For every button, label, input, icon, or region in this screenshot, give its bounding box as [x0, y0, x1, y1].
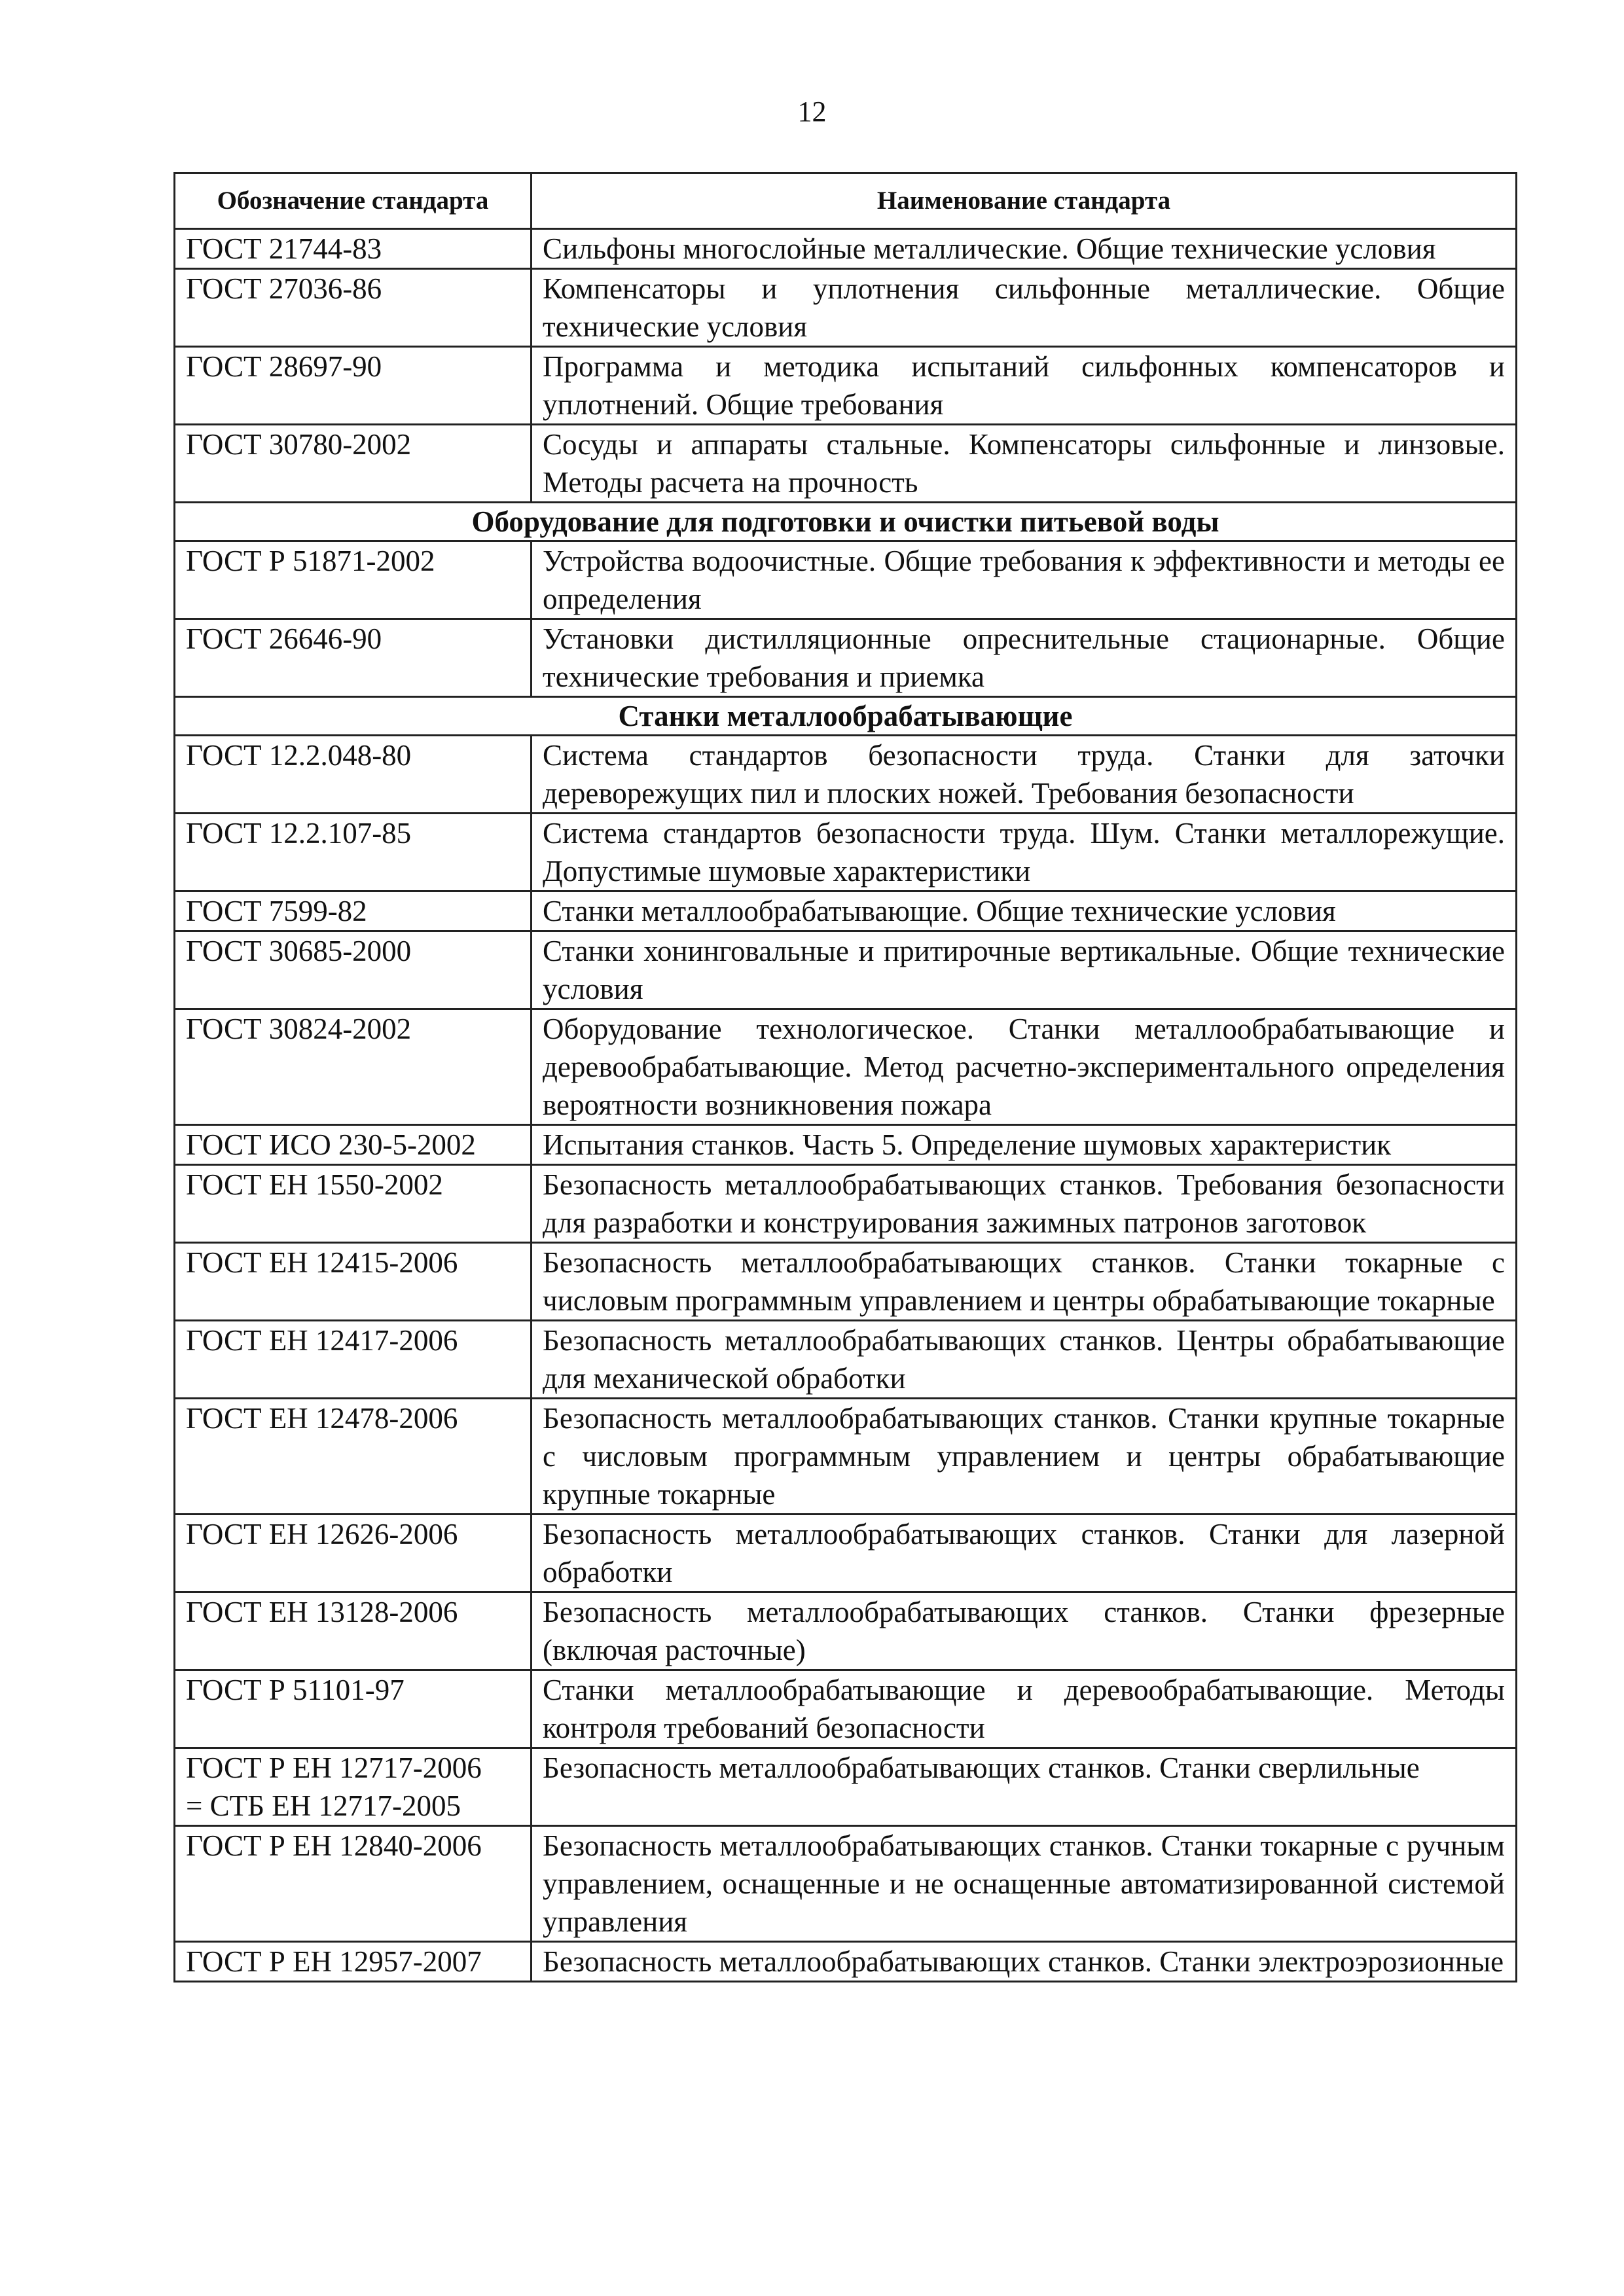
standard-code: ГОСТ ЕН 12415-2006: [186, 1246, 458, 1279]
standard-code: ГОСТ Р ЕН 12957-2007: [186, 1945, 482, 1978]
table-row: [175, 1321, 1517, 1399]
standard-name: Станки хонинговальные и притирочные вертикальные. Общие технические условия: [532, 931, 1517, 1009]
standard-code-cell: [175, 1942, 532, 1982]
standard-code-cell: [175, 814, 532, 891]
standard-code: ГОСТ ЕН 1550-2002: [186, 1168, 443, 1201]
standard-code-cell: [175, 619, 532, 697]
table-row: [175, 736, 1517, 814]
table-row: [175, 425, 1517, 503]
standard-code-cell: [175, 1592, 532, 1670]
standard-name: Безопасность металлообрабатывающих станков. Станки токарные с числовым программным управлением и центры обрабатывающие токарные: [532, 1243, 1517, 1321]
standard-name: Безопасность металлообрабатывающих станков. Центры обрабатывающие для механической обработки: [532, 1321, 1517, 1399]
standard-name: Станки металлообрабатывающие и деревообрабатывающие. Методы контроля требований безопасности: [532, 1670, 1517, 1748]
table-row: [175, 1670, 1517, 1748]
standard-code-cell: [175, 736, 532, 814]
standard-code-cell: [175, 229, 532, 269]
standard-name: Оборудование технологическое. Станки металлообрабатывающие и деревообрабатывающие. Метод расчетно-экспериментального определения вероятности возникновения пожара: [532, 1009, 1517, 1125]
table-row: [175, 347, 1517, 425]
standard-code: ГОСТ Р 51871-2002: [186, 545, 435, 577]
standard-code: ГОСТ ЕН 12478-2006: [186, 1402, 458, 1435]
standard-code-cell: [175, 931, 532, 1009]
standard-name: Безопасность металлообрабатывающих станков. Станки сверлильные: [532, 1748, 1517, 1826]
standard-code-cell: [175, 891, 532, 931]
table-row: [175, 1125, 1517, 1165]
standard-code: ГОСТ 30824-2002: [186, 1013, 412, 1045]
standard-code: ГОСТ 27036-86: [186, 272, 382, 305]
standard-name: Система стандартов безопасности труда. Шум. Станки металлорежущие. Допустимые шумовые характеристики: [532, 814, 1517, 891]
standard-code-cell: [175, 1826, 532, 1942]
standard-name: Установки дистилляционные опреснительные стационарные. Общие технические требования и приемка: [532, 619, 1517, 697]
table-row: [175, 814, 1517, 891]
standard-code: ГОСТ Р ЕН 12717-2006: [186, 1751, 482, 1784]
page-number: 12: [797, 96, 827, 128]
table-body: [175, 229, 1517, 1982]
section-heading: Станки металлообрабатывающие: [175, 697, 1517, 736]
table-row: [175, 891, 1517, 931]
table-row: [175, 1748, 1517, 1826]
standard-code-cell: [175, 1165, 532, 1243]
standard-name: Компенсаторы и уплотнения сильфонные металлические. Общие технические условия: [532, 269, 1517, 347]
standard-code: ГОСТ 30780-2002: [186, 428, 412, 461]
standard-code: ГОСТ ЕН 13128-2006: [186, 1596, 458, 1628]
section-heading: Оборудование для подготовки и очистки питьевой воды: [175, 503, 1517, 541]
standard-name: Система стандартов безопасности труда. Станки для заточки дереворежущих пил и плоских ножей. Требования безопасности: [532, 736, 1517, 814]
standard-code: = СТБ ЕН 12717-2005: [186, 1789, 461, 1822]
table-row: [175, 1165, 1517, 1243]
standard-code-cell: [175, 1125, 532, 1165]
table-row: [175, 541, 1517, 619]
table-row: [175, 1592, 1517, 1670]
standard-code-cell: [175, 1399, 532, 1515]
standard-code: ГОСТ 21744-83: [186, 232, 382, 265]
standard-code: ГОСТ Р 51101-97: [186, 1674, 405, 1706]
table-row: [175, 931, 1517, 1009]
table-row: [175, 1399, 1517, 1515]
table-row: [175, 1243, 1517, 1321]
standards-table: [173, 172, 1517, 1982]
table-row: [175, 1942, 1517, 1982]
standard-code-cell: [175, 425, 532, 503]
header-standard-code: Обозначение стандарта: [175, 173, 532, 229]
standard-code: ГОСТ ИСО 230-5-2002: [186, 1128, 476, 1161]
standard-code: ГОСТ 12.2.107-85: [186, 817, 412, 850]
standard-code-cell: [175, 347, 532, 425]
table-row: [175, 1515, 1517, 1592]
standard-name: Безопасность металлообрабатывающих станков. Требования безопасности для разработки и конструирования зажимных патронов заготовок: [532, 1165, 1517, 1243]
standard-name: Испытания станков. Часть 5. Определение шумовых характеристик: [532, 1125, 1517, 1165]
table-row: [175, 1826, 1517, 1942]
standard-code: ГОСТ 26646-90: [186, 622, 382, 655]
section-row: [175, 503, 1517, 541]
standard-name: Станки металлообрабатывающие. Общие технические условия: [532, 891, 1517, 931]
table-header-row: [175, 173, 1517, 229]
standard-name: Безопасность металлообрабатывающих станков. Станки токарные с ручным управлением, оснащенные и не оснащенные автоматизированной системой управления: [532, 1826, 1517, 1942]
standard-name: Безопасность металлообрабатывающих станков. Станки крупные токарные с числовым программным управлением и центры обрабатывающие крупные токарные: [532, 1399, 1517, 1515]
table-row: [175, 619, 1517, 697]
standard-name: Устройства водоочистные. Общие требования к эффективности и методы ее определения: [532, 541, 1517, 619]
standard-code: ГОСТ 7599-82: [186, 895, 367, 927]
standard-code-cell: [175, 1515, 532, 1592]
standard-code-cell: [175, 269, 532, 347]
standard-name: Программа и методика испытаний сильфонных компенсаторов и уплотнений. Общие требования: [532, 347, 1517, 425]
section-row: [175, 697, 1517, 736]
standard-name: Безопасность металлообрабатывающих станков. Станки для лазерной обработки: [532, 1515, 1517, 1592]
standard-code: ГОСТ 28697-90: [186, 350, 382, 383]
standard-code-cell: [175, 1009, 532, 1125]
table-row: [175, 269, 1517, 347]
standard-code-cell: [175, 1748, 532, 1826]
standard-code: ГОСТ ЕН 12417-2006: [186, 1324, 458, 1357]
table-row: [175, 1009, 1517, 1125]
standard-code-cell: [175, 1321, 532, 1399]
table-row: [175, 229, 1517, 269]
standard-code: ГОСТ Р ЕН 12840-2006: [186, 1829, 482, 1862]
standard-code-cell: [175, 1243, 532, 1321]
standard-name: Сосуды и аппараты стальные. Компенсаторы сильфонные и линзовые. Методы расчета на прочность: [532, 425, 1517, 503]
standard-code: ГОСТ 12.2.048-80: [186, 739, 412, 772]
standard-code: ГОСТ 30685-2000: [186, 935, 412, 967]
standard-code-cell: [175, 1670, 532, 1748]
header-standard-name: Наименование стандарта: [532, 173, 1517, 229]
standard-code-cell: [175, 541, 532, 619]
standard-name: Безопасность металлообрабатывающих станков. Станки фрезерные (включая расточные): [532, 1592, 1517, 1670]
standard-name: Сильфоны многослойные металлические. Общие технические условия: [532, 229, 1517, 269]
standard-name: Безопасность металлообрабатывающих станков. Станки электроэрозионные: [532, 1942, 1517, 1982]
standard-code: ГОСТ ЕН 12626-2006: [186, 1518, 458, 1551]
